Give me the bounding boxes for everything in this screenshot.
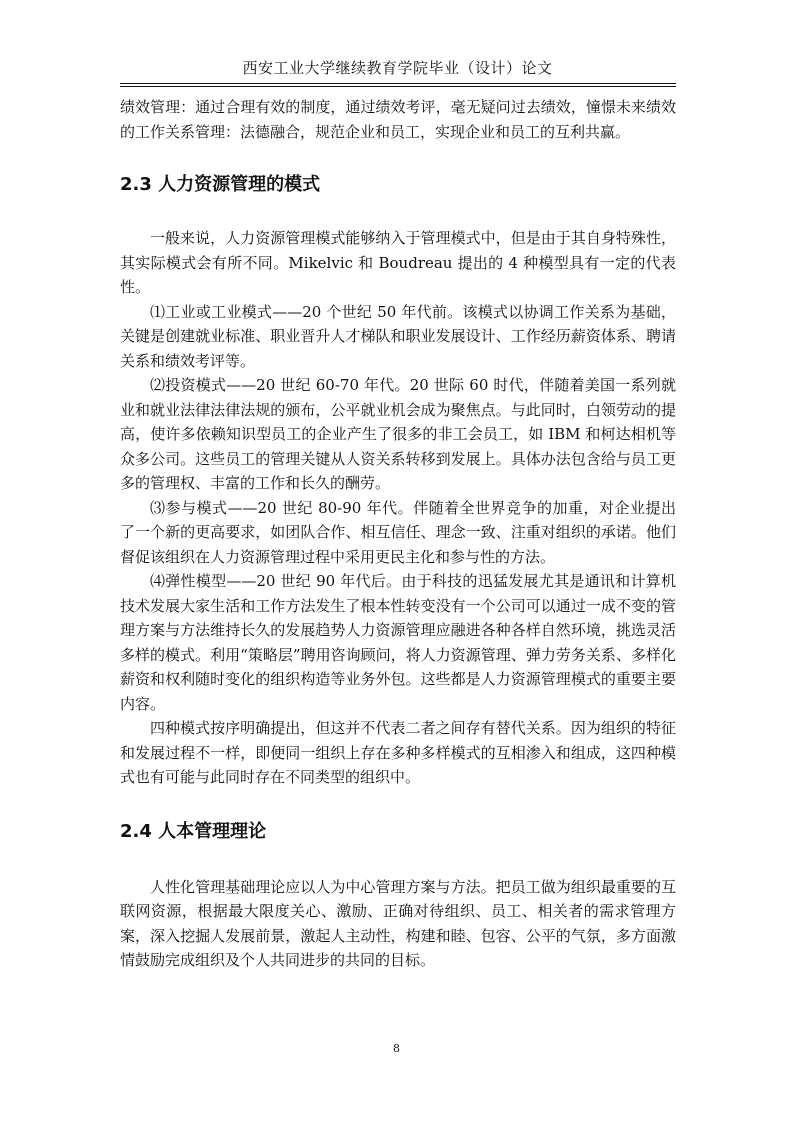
- intro-paragraph: 绩效管理：通过合理有效的制度，通过绩效考评，毫无疑问过去绩效，憧憬未来绩效的工作关系管理：法德融合，规范企业和员工，实现企业和员工的互利共赢。: [120, 98, 676, 141]
- page-header: 西安工业大学继续教育学院毕业（设计）论文: [242, 59, 553, 77]
- paragraph: 人性化管理基础理论应以人为中心管理方案与方法。把员工做为组织最重要的互联网资源，根据最大限度关心、激励、正确对待组织、员工、相关者的需求管理方案，深入挖掘人发展前景，激起人主动性，构建和睦、包容、公平的气氛，多方面激情鼓励完成组织及个人共同进步的共同的目标。: [120, 877, 676, 969]
- page-number: 8: [393, 1042, 400, 1055]
- section-heading-2-3: 2.3 人力资源管理的模式: [120, 174, 321, 195]
- paragraph: ⑷弹性模型——20 世纪 90 年代后。由于科技的迅猛发展尤其是通讯和计算机技术发展大家生活和工作方法发生了根本性转变没有一个公司可以通过一成不变的管理方案与方法维持长久的发展趋势人力资源管理应融进各种各样自然环境，挑选灵活多样的模式。利用“策略层”聘用咨询顾问，将人力资源管理、弹力劳务关系、多样化薪资和权利随时变化的组织构造等业务外包。这些都是人力资源管理模式的重要主要内容。: [120, 572, 676, 713]
- paragraph: ⑵投资模式——20 世纪 60-70 年代。20 世际 60 时代，伴随着美国一系列就业和就业法律法律法规的颁布，公平就业机会成为聚焦点。与此同时，白领劳动的提高，使许多依赖知识型员工的企业产生了很多的非工会员工，如 IBM 和柯达相机等众多公司。这些员工的管理关键从人资关系转移到发展上。具体办法包含给与员工更多的管理权、丰富的工作和长久的酬劳。: [120, 376, 676, 492]
- page-body: [120, 95, 676, 973]
- paragraph: 一般来说，人力资源管理模式能够纳入于管理模式中，但是由于其自身特殊性，其实际模式会有所不同。Mikelvic 和 Boudreau 提出的 4 种模型具有一定的代表性。: [120, 229, 676, 296]
- paragraph: 四种模式按序明确提出，但这并不代表二者之间存有替代关系。因为组织的特征和发展过程不一样，即便同一组织上存在多种多样模式的互相渗入和组成，这四种模式也有可能与此同时存在不同类型的组织中。: [120, 719, 676, 786]
- paragraph: ⑴工业或工业模式——20 个世纪 50 年代前。该模式以协调工作关系为基础，关键是创建就业标准、职业晋升人才梯队和职业发展设计、工作经历薪资体系、聘请关系和绩效考评等。: [120, 302, 676, 370]
- header-rule-thin: [120, 86, 676, 87]
- header-rule: [120, 83, 676, 84]
- section-heading-2-4: 2.4 人本管理理论: [120, 820, 267, 842]
- paragraph: ⑶参与模式——20 世纪 80-90 年代。伴随着全世界竞争的加重，对企业提出了一个新的更高要求，如团队合作、相互信任、理念一致、注重对组织的承诺。他们督促该组织在人力资源管理过程中采用更民主化和参与性的方法。: [120, 498, 676, 566]
